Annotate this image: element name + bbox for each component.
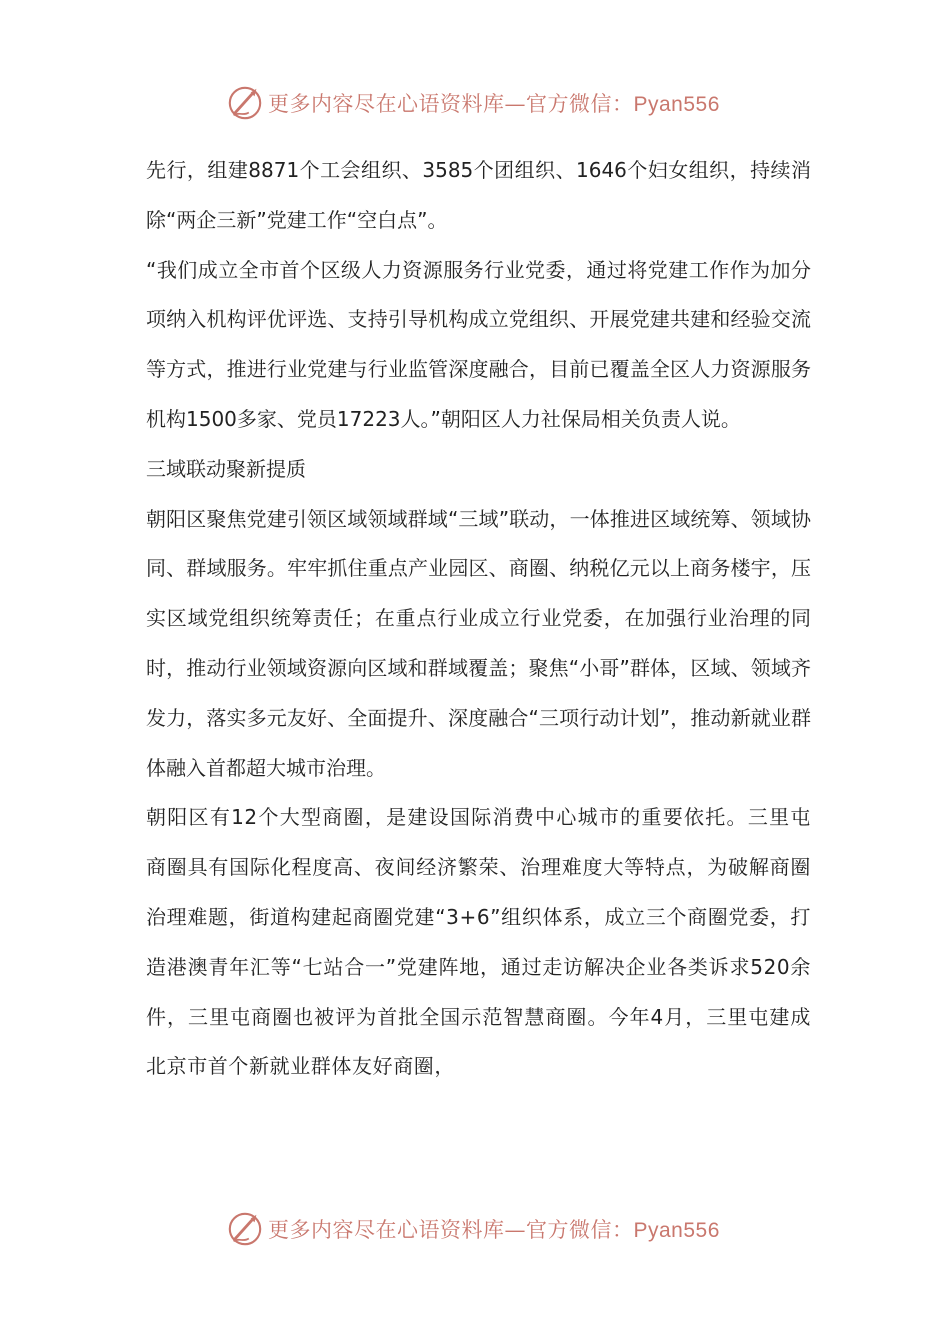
watermark-wechat-id: Pyan556 xyxy=(633,1219,720,1242)
watermark-wechat-prefix: 官方微信： xyxy=(526,92,634,116)
paragraph: 先行，组建8871个工会组织、3585个团组织、1646个妇女组织，持续消除“两企三新”党建工作“空白点”。 xyxy=(146,158,811,232)
watermark-wechat-id: Pyan556 xyxy=(633,93,720,116)
paragraph: “我们成立全市首个区级人力资源服务行业党委，通过将党建工作作为加分项纳入机构评优评选、支持引导机构成立党组织、开展党建共建和经验交流等方式，推进行业党建与行业监管深度融合，目前已覆盖全区人力资源服务机构1500多家、党员17223人。”朝阳区人力社保局相关负责人说。 xyxy=(146,257,811,431)
watermark-separator: — xyxy=(504,1218,526,1242)
watermark-text xyxy=(268,1214,720,1244)
section-heading: 三域联动聚新提质 xyxy=(146,456,306,481)
article-body xyxy=(146,146,811,1092)
watermark-site-text: 更多内容尽在心语资料库 xyxy=(268,92,505,116)
header-watermark xyxy=(226,83,720,123)
watermark-separator: — xyxy=(504,92,526,116)
watermark-site-text: 更多内容尽在心语资料库 xyxy=(268,1218,505,1242)
watermark-wechat-prefix: 官方微信： xyxy=(526,1218,634,1242)
watermark-text xyxy=(268,88,720,118)
paragraph: 朝阳区聚焦党建引领区域领域群域“三域”联动，一体推进区域统筹、领域协同、群域服务。牢牢抓住重点产业园区、商圈、纳税亿元以上商务楼宇，压实区域党组织统筹责任；在重点行业成立行业党委，在加强行业治理的同时，推动行业领域资源向区域和群域覆盖；聚焦“小哥”群体，区域、领域齐发力，落实多元友好、全面提升、深度融合“三项行动计划”，推动新就业群体融入首都超大城市治理。 xyxy=(146,506,811,780)
footer-watermark xyxy=(226,1209,720,1249)
pen-logo-icon xyxy=(226,1210,264,1248)
paragraph: 朝阳区有12个大型商圈，是建设国际消费中心城市的重要依托。三里屯商圈具有国际化程度高、夜间经济繁荣、治理难度大等特点，为破解商圈治理难题，街道构建起商圈党建“3+6”组织体系，成立三个商圈党委，打造港澳青年汇等“七站合一”党建阵地，通过走访解决企业各类诉求520余件，三里屯商圈也被评为首批全国示范智慧商圈。今年4月，三里屯建成北京市首个新就业群体友好商圈， xyxy=(146,805,811,1079)
pen-logo-icon xyxy=(226,84,264,122)
